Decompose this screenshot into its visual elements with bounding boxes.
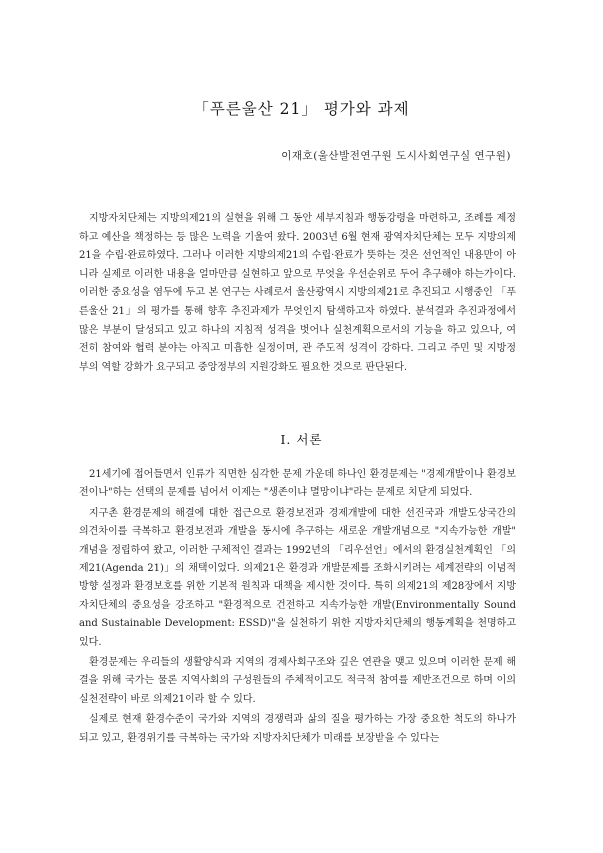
body-paragraph: 실제로 현재 환경수준이 국가와 지역의 경쟁력과 삶의 질을 평가하는 가장 중요한 척도의 하나가 되고 있고, 환경위기를 극복하는 국가와 지방자치단체가 미래를 보장받을 수 있다는 (79, 714, 516, 744)
body-text (79, 466, 516, 750)
author-affiliation: 이재호(울산발전연구원 도시사회연구실 연구원) (281, 150, 511, 162)
paper-title: 「푸른울산 21」 평가와 과제 (193, 100, 410, 118)
body-paragraph: 21세기에 접어들면서 인류가 직면한 심각한 문제 가운데 하나인 환경문제는 "경제개발이나 환경보전이나"하는 선택의 문제를 넘어서 이제는 "생존이냐 멸망이냐"라는 문제로 치닫게 되었다. (79, 469, 516, 499)
body-paragraph: 지구촌 환경문제의 해결에 대한 접근으로 환경보전과 경제개발에 대한 선진국과 개발도상국간의 의견차이를 극복하고 환경보전과 개발을 동시에 추구하는 새로운 개발개념으로 "지속가능한 개발" 개념을 정립하여 왔고, 이러한 구체적인 결과는 1992년의 「리우선언」에서의 환경실천계획인 「의제21(Agenda 21)」의 채택이었다. 의제21은 환경과 개발문제를 조화시키려는 세계전략의 이념적 방향 설정과 환경보호를 위한 기본적 원칙과 대책을 제시한 것이다. 특히 의제21의 제28장에서 지방자치단체의 중요성을 강조하고 "환경적으로 건전하고 지속가능한 개발(Environmentally Sound and Sustainable Development: ESSD)"을 실천하기 위한 지방자치단체의 행동계획을 천명하고 있다. (79, 507, 516, 648)
body-paragraph: 환경문제는 우리들의 생활양식과 지역의 경제사회구조와 깊은 연관을 맺고 있으며 이러한 문제 해결을 위해 국가는 물론 지역사회의 구성원들의 주체적이고도 적극적 참여를 제반조건으로 하며 이의 실천전략이 바로 의제21이라 할 수 있다. (79, 657, 516, 705)
section-heading-introduction: Ⅰ. 서론 (280, 432, 323, 447)
abstract-paragraph: 지방자치단체는 지방의제21의 실현을 위해 그 동안 세부지침과 행동강령을 마련하고, 조례를 제정하고 예산을 책정하는 등 많은 노력을 기울여 왔다. 2003년 6월 현재 광역자치단체는 모두 지방의제21을 수립·완료하였다. 그러나 이러한 지방의제21의 수립·완료가 뜻하는 것은 선언적인 내용만이 아니라 실제로 이러한 내용을 얼마만큼 실현하고 앞으로 무엇을 우선순위로 두어 추구해야 하는가이다. 이러한 중요성을 염두에 두고 본 연구는 사례로서 울산광역시 지방의제21로 추진되고 시행중인 「푸른울산 21」의 평가를 통해 향후 추진과제가 무엇인지 탐색하고자 하였다. 분석결과 추진과정에서 많은 부분이 달성되고 있고 하나의 지침적 성격을 벗어나 실천계획으로서의 기능을 하고 있으나, 여전히 참여와 협력 분야는 아직고 미흡한 실정이며, 관 주도적 성격이 강하다. 그리고 주민 및 지방정부의 역할 강화가 요구되고 중앙정부의 지원강화도 필요한 것으로 판단된다. (79, 213, 516, 373)
